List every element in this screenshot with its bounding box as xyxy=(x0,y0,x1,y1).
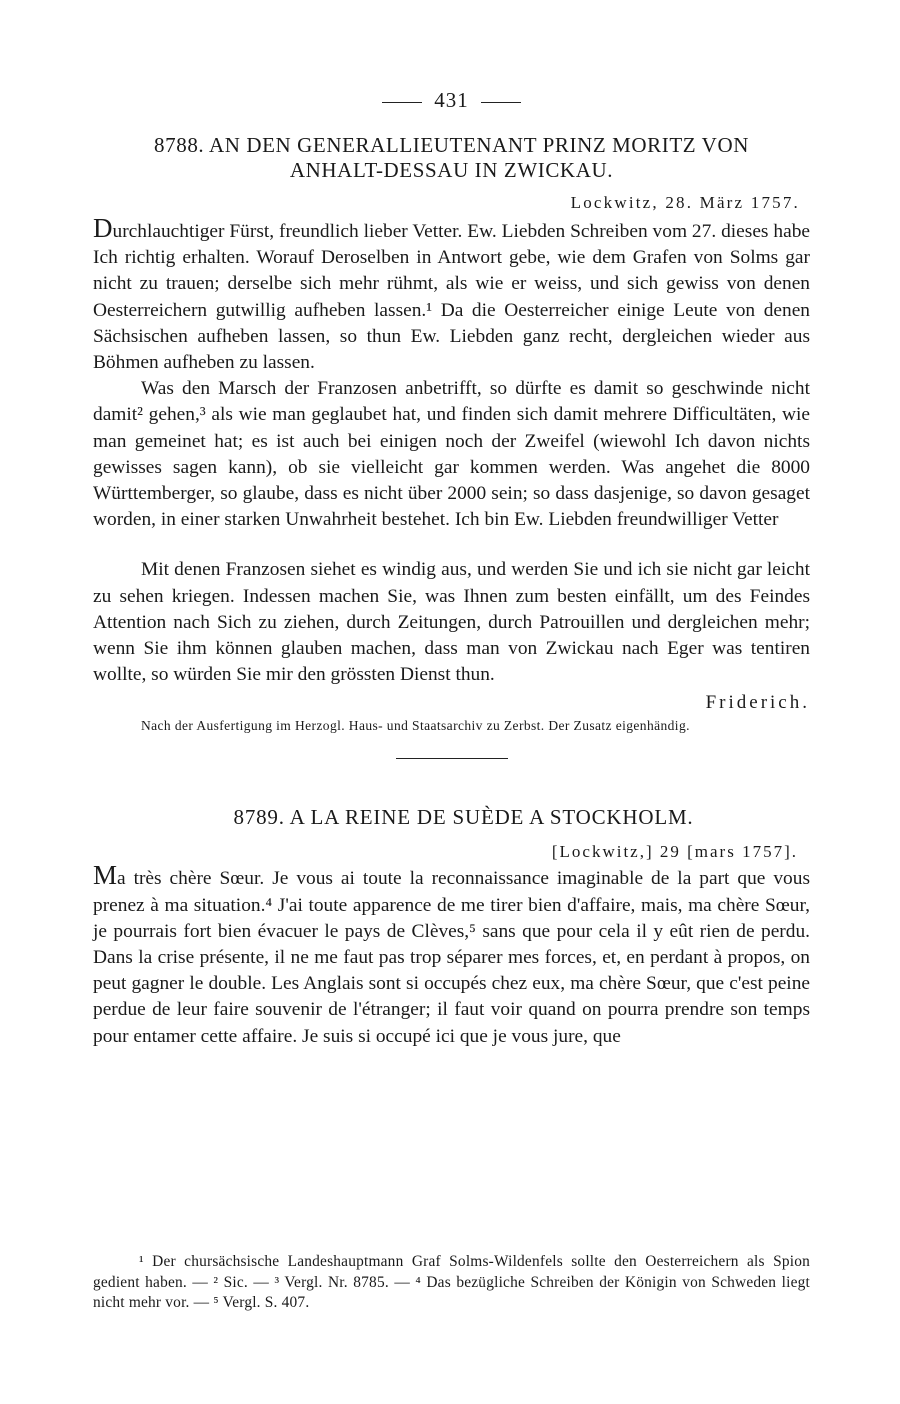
footnotes-text: ¹ Der chursächsische Landeshauptmann Graf Solms-Wildenfels sollte den Oesterreichern als Spion gedient haben. — ² Sic. — ³ Vergl. Nr. 8785. — ⁴ Das bezügliche Schreiben der Königin von Schweden liegt nicht mehr vor. — ⁵ Vergl. S. 407. xyxy=(93,1253,810,1312)
letter1-paragraph-2: Was den Marsch der Franzosen anbetrifft, so dürfte es damit so geschwinde nicht damit² gehen,³ als wie man geglaubet hat, und finden sich damit mehrere Difficultäten, wie man gemeinet hat; es ist auch bei einigen noch der Zweifel (wiewohl Ich davon nichts gewisses sagen kann), ob sie vielleicht gar kommen werden. Was angehet die 8000 Württemberger, so glaube, dass es nicht über 2000 sein; so dass dasjenige, so davon gesaget worden, in einer starken Unwahrheit bestehet. Ich bin Ew. Liebden freundwilliger Vetter xyxy=(93,378,810,531)
page-number-dash-left xyxy=(382,102,422,103)
letter2-paragraph-1 xyxy=(93,862,810,1049)
letter1-postscript: Mit denen Franzosen siehet es windig aus, und werden Sie und ich sie nicht gar leicht zu sehen kriegen. Indessen machen Sie, was Ihnen zum besten einfällt, um des Feindes Attention nach Sich zu ziehen, durch Zeitungen, durch Patrouillen und dergleichen mehr; wenn Sie ihm können glauben machen, dass man von Zwickau nach Eger was tentiren wollte, so würden Sie mir den grössten Dienst thun. xyxy=(93,559,810,686)
letter2-initial: M xyxy=(93,860,118,891)
letter1-heading-line1: 8788. AN DEN GENERALLIEUTENANT PRINZ MORITZ VON xyxy=(154,133,749,157)
letter1-initial: D xyxy=(93,213,113,243)
letter1-paragraph-1-text: urchlauchtiger Fürst, freundlich lieber Vetter. Ew. Liebden Schreiben vom 27. dieses habe Ich richtig erhalten. Worauf Deroselben in Antwort gebe, wie dem Grafen von Solms gar nicht zu trauen; derselbe sich mehr rühmt, als wie er weiss, und sich gewiss von denen Oesterreichern gutwillig aufheben lassen.¹ Da die Oesterreicher einige Leute von denen Sächsischen aufheben lassen, so thun Ew. Liebden ganz recht, dergleichen wieder aus Böhmen aufheben zu lassen. xyxy=(93,221,810,374)
letter2-dateline: [Lockwitz,] 29 [mars 1757]. xyxy=(551,842,798,862)
letter1-source-note: Nach der Ausfertigung im Herzogl. Haus- und Staatsarchiv zu Zerbst. Der Zusatz eigenhändig. xyxy=(141,718,690,734)
page-number xyxy=(93,88,810,113)
letter1-heading xyxy=(93,133,810,183)
section-divider xyxy=(396,758,508,759)
letter1-dateline: Lockwitz, 28. März 1757. xyxy=(570,193,800,212)
letter1-heading-line2: ANHALT-DESSAU IN ZWICKAU. xyxy=(289,158,614,182)
page-number-dash-right xyxy=(481,102,521,103)
letter1-paragraph-1 xyxy=(93,215,810,376)
footnotes xyxy=(93,1252,810,1314)
letter1-signature: Friderich. xyxy=(705,692,810,714)
page-body xyxy=(93,88,810,1050)
letter2-paragraph-1-text: a très chère Sœur. Je vous ai toute la reconnaissance imaginable de la part que vous prenez à ma situation.⁴ J'ai toute apparence de me tirer bien d'affaire, mais, ma chère Sœur, je pourrais fort bien évacuer le pays de Clèves,⁵ sans que pour cela il y eût rien de perdu. Dans la crise présente, il ne me faut pas trop séparer mes forces, et, en perdant à propos, on peut gagner le double. Les Anglais sont si occupés chez eux, ma chère Sœur, que c'est peine perdue de leur faire souvenir de l'étranger; il faut voir quand on pourra prendre son temps pour entamer cette affaire. Je suis si occupé ici que je vous jure, que xyxy=(93,868,810,1047)
page-number-text: 431 xyxy=(434,88,469,112)
letter2-heading: 8789. A LA REINE DE SUÈDE A STOCKHOLM. xyxy=(233,805,694,830)
